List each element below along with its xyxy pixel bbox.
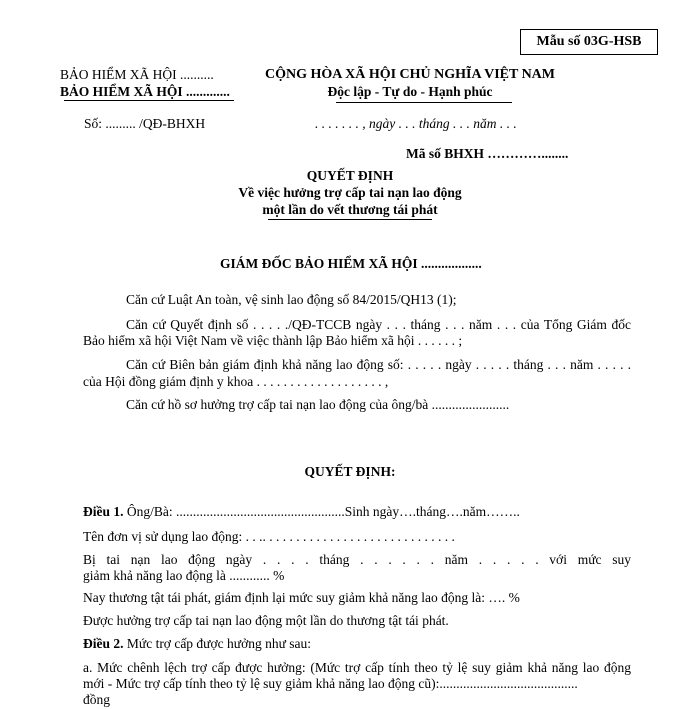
decision-subtitle-1: Về việc hưởng trợ cấp tai nạn lao động [238, 185, 462, 200]
document-number: Số: ......... /QĐ-BHXH [84, 116, 206, 131]
date-line: . . . . . . . , ngày . . . tháng . . . năm . . . [315, 116, 517, 131]
org-line-2: BẢO HIỂM XÃ HỘI ............. [60, 84, 230, 99]
article-2-line: Điều 2. Mức trợ cấp được hưởng như sau: [83, 636, 312, 651]
basis-assessment-line1: Căn cứ Biên bản giám định khả năng lao động số: . . . . . ngày . . . . . tháng . . . năm . . . . . [126, 357, 631, 372]
article-1-name-line: Điều 1. Ông/Bà: ..................................................Sinh ngày….tháng….năm…….. [83, 504, 520, 519]
article-2-a-line3: đồng [83, 692, 110, 707]
article-1-relapse: Nay thương tật tái phát, giám định lại mức suy giảm khả năng lao động là: …. % [83, 590, 520, 605]
article-1-employer: Tên đơn vị sử dụng lao động: . . .. . . . . . . . . . . . . . . . . . . . . . . . . . . . . [83, 529, 455, 544]
motto-underline [336, 102, 512, 103]
basis-dossier: Căn cứ hồ sơ hưởng trợ cấp tai nạn lao động của ông/bà ....................... [126, 397, 510, 412]
article-1-accident-line1: Bị tai nạn lao động ngày . . . . tháng . . . . . . năm . . . . . với mức suy [83, 552, 631, 567]
basis-assessment-line2: của Hội đồng giám định y khoa . . . . . . . . . . . . . . . . . . . , [83, 374, 389, 389]
article-1-label: Điều 1. [83, 504, 124, 519]
basis-decision-line1: Căn cứ Quyết định số . . . . ./QĐ-TCCB ngày . . . tháng . . . năm . . . của Tổng Giám đốc [126, 317, 631, 332]
title-underline [268, 219, 432, 220]
decision-heading: QUYẾT ĐỊNH: [304, 464, 396, 479]
form-code-box: Mẫu số 03G-HSB [520, 29, 658, 55]
decision-title: QUYẾT ĐỊNH [306, 168, 394, 183]
article-2-a-line2: mới - Mức trợ cấp tính theo tỷ lệ suy giảm khả năng lao động cũ):......................................... [83, 676, 578, 691]
article-1-accident-line2: giảm khả năng lao động là ............ % [83, 568, 285, 583]
basis-law: Căn cứ Luật An toàn, vệ sinh lao động số 84/2015/QH13 (1); [126, 292, 457, 307]
article-2-label: Điều 2. [83, 636, 124, 651]
director-heading: GIÁM ĐỐC BẢO HIỂM XÃ HỘI .................. [220, 256, 482, 271]
decision-subtitle-2: một lần do vết thương tái phát [262, 202, 438, 217]
bhxh-code: Mã số BHXH …………........ [406, 146, 569, 161]
motto: Độc lập - Tự do - Hạnh phúc [327, 84, 493, 99]
org-line-1: BẢO HIỂM XÃ HỘI .......... [60, 67, 214, 82]
article-1-entitled: Được hưởng trợ cấp tai nạn lao động một lần do thương tật tái phát. [83, 613, 449, 628]
org-underline [64, 100, 234, 101]
basis-decision-line2: Bảo hiểm xã hội Việt Nam về việc thành lập Bảo hiểm xã hội . . . . . . ; [83, 333, 463, 348]
article-2-a-line1: a. Mức chênh lệch trợ cấp được hưởng: (Mức trợ cấp tính theo tỷ lệ suy giảm khả năng lao động [83, 660, 631, 675]
country-name: CỘNG HÒA XÃ HỘI CHỦ NGHĨA VIỆT NAM [264, 67, 555, 82]
